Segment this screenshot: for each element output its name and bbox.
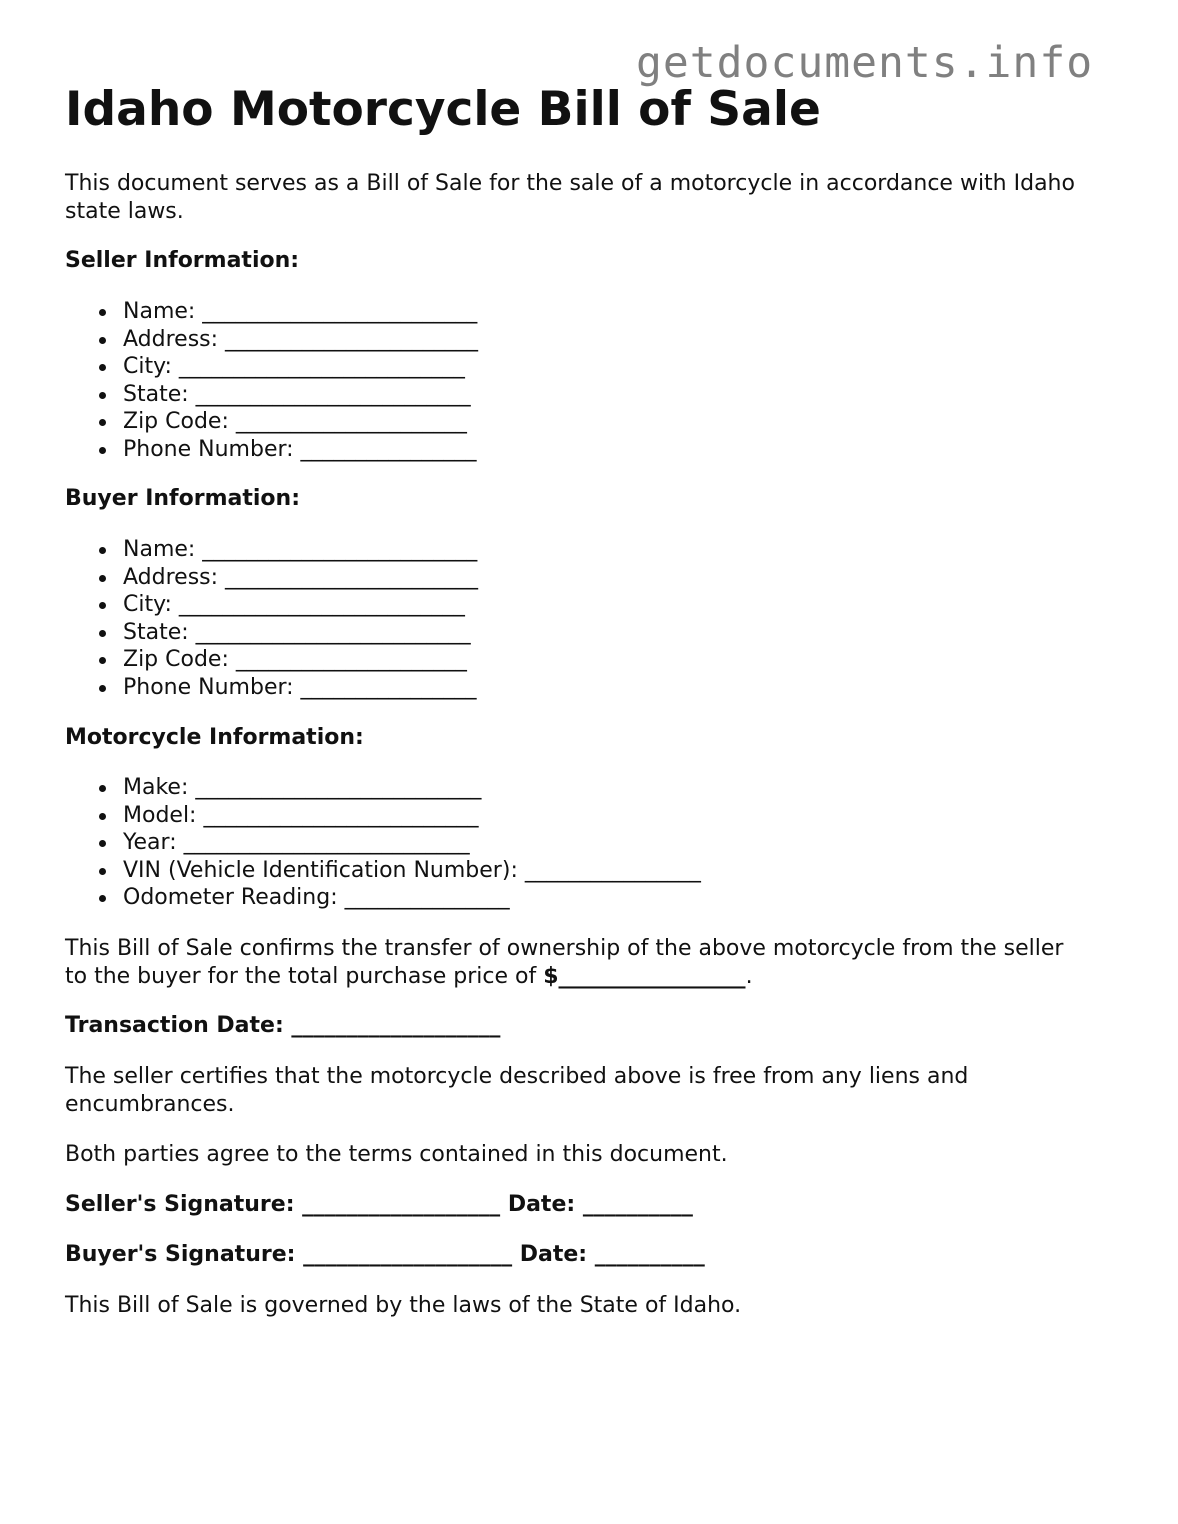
watermark: getdocuments.info — [636, 38, 1094, 88]
seller-phone-field: Phone Number: ________________ — [123, 436, 477, 462]
seller-fields-list — [65, 298, 478, 463]
seller-section-heading: Seller Information: — [65, 248, 300, 273]
buyer-zip-field: Zip Code: _____________________ — [123, 646, 478, 674]
motorcycle-vin-field: VIN (Vehicle Identification Number): ________________ — [123, 857, 701, 883]
buyer-state-field: State: _________________________ — [123, 619, 478, 647]
transfer-text: This Bill of Sale confirms the transfer of ownership of the above motorcycle from the seller to the buyer for the total purchase price of — [65, 936, 1064, 989]
seller-city-field: City: __________________________ — [123, 353, 478, 381]
transfer-end: . — [745, 963, 753, 989]
purchase-price-field: $_________________ — [543, 963, 746, 989]
buyer-name-field: Name: _________________________ — [123, 537, 478, 562]
page-title: Idaho Motorcycle Bill of Sale — [65, 82, 821, 137]
seller-name-field: Name: _________________________ — [123, 299, 478, 324]
motorcycle-section-heading: Motorcycle Information: — [65, 725, 364, 750]
motorcycle-fields-list — [65, 774, 701, 912]
governing-law-paragraph: This Bill of Sale is governed by the laws of the State of Idaho. — [65, 1293, 742, 1318]
motorcycle-make-field: Make: __________________________ — [123, 774, 701, 802]
buyer-fields-list — [65, 536, 478, 701]
buyer-phone-field: Phone Number: ________________ — [123, 674, 477, 700]
motorcycle-model-field: Model: _________________________ — [123, 802, 701, 830]
buyer-address-field: Address: _______________________ — [123, 564, 479, 590]
seller-signature-line: Seller's Signature: __________________ Date: __________ — [65, 1192, 693, 1217]
seller-zip-field: Zip Code: _____________________ — [123, 408, 478, 436]
intro-paragraph: This document serves as a Bill of Sale for the sale of a motorcycle in accordance with Idaho state laws. — [65, 171, 1075, 224]
buyer-city-field: City: __________________________ — [123, 591, 478, 619]
seller-state-field: State: _________________________ — [123, 381, 478, 409]
transaction-date-field: Transaction Date: ___________________ — [65, 1013, 501, 1038]
motorcycle-year-field: Year: __________________________ — [123, 829, 701, 857]
buyer-signature-line: Buyer's Signature: ___________________ Date: __________ — [65, 1242, 705, 1267]
transfer-paragraph — [65, 935, 1075, 990]
agreement-paragraph: Both parties agree to the terms contained in this document. — [65, 1142, 728, 1167]
liens-paragraph: The seller certifies that the motorcycle described above is free from any liens and encumbrances. — [65, 1064, 969, 1117]
motorcycle-odometer-field: Odometer Reading: _______________ — [123, 884, 701, 912]
seller-address-field: Address: _______________________ — [123, 326, 479, 352]
buyer-section-heading: Buyer Information: — [65, 486, 300, 511]
